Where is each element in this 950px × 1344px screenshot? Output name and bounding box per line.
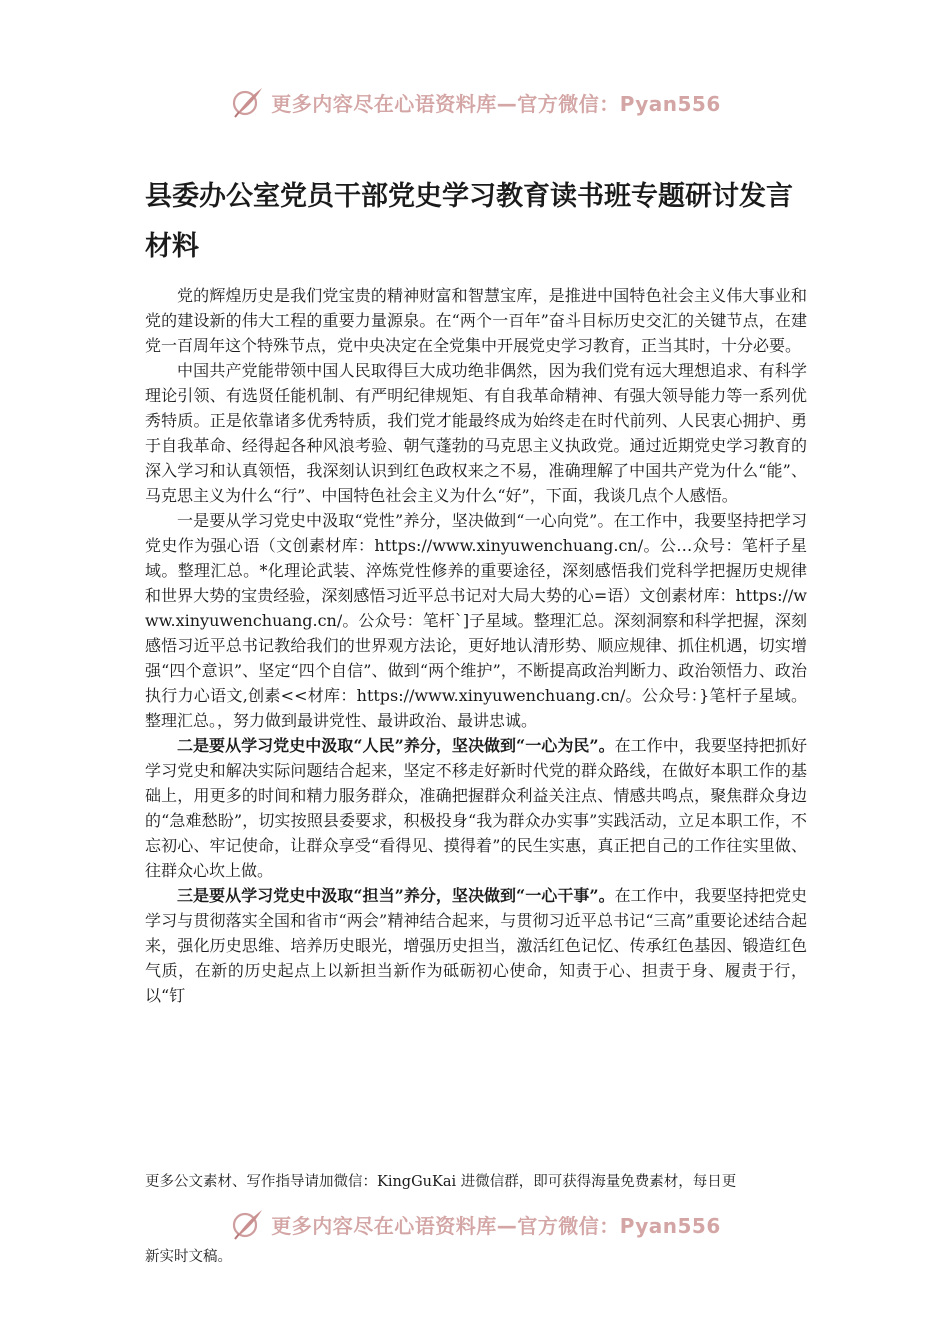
footer-note: 更多公文素材、写作指导请加微信：KingGuKai 进微信群，即可获得海量免费素材，每日更 — [145, 1174, 737, 1190]
paragraph-point-one: 一是要从学习党史中汲取“党性”养分，坚决做到“一心向党”。在工作中，我要坚持把学习党史作为强心语（文创素材库：https://www.xinyuwenchuang.cn/。公…众号：笔杆子星域。整理汇总。*化理论武装、淬炼党性修养的重要途径，深刻感悟我们党科学把握历史规律和世界大势的宝贵经验，深刻感悟习近平总书记对大局大势的心=语）文创素材库：https://www.xinyuwenchuang.cn/。公众号：笔杆`]子星域。整理汇总。深刻洞察和科学把握，深刻感悟习近平总书记教给我们的世界观方法论，更好地认清形势、顺应规律、抓住机遇，切实增强“四个意识”、坚定“四个自信”、做到“两个维护”，不断提高政治判断力、政治领悟力、政治执行力心语文,创素<<材库：https://www.xinyuwenchuang.cn/。公众号：}笔杆子星域。整理汇总。，努力做到最讲党性、最讲政治、最讲忠诚。 — [145, 511, 807, 730]
paragraph-intro: 党的辉煌历史是我们党宝贵的精神财富和智慧宝库，是推进中国特色社会主义伟大事业和党的建设新的伟大工程的重要力量源泉。在“两个一百年”奋斗目标历史交汇的关键节点，在建党一百周年这个特殊节点，党中央决定在全党集中开展党史学习教育，正当其时，十分必要。 — [145, 286, 807, 355]
paragraph-point-two: 二是要从学习党史中汲取“人民”养分，坚决做到“一心为民”。在工作中，我要坚持把抓好学习党史和解决实际问题结合起来，坚定不移走好新时代党的群众路线，在做好本职工作的基础上，用更多的时间和精力服务群众，准确把握群众利益关注点、情感共鸣点，聚焦群众身边的“急难愁盼”，切实按照县委要求，积极投身“我为群众办实事”实践活动，立足本职工作，不忘初心、牢记使命，让群众享受“看得见、摸得着”的民生实惠，真正把自己的工作往实里做、往群众心坎上做。 — [145, 736, 807, 880]
header-banner — [0, 84, 950, 120]
paragraph-background: 中国共产党能带领中国人民取得巨大成功绝非偶然，因为我们党有远大理想追求、有科学理论引领、有选贤任能机制、有严明纪律规矩、有自我革命精神、有强大领导能力等一系列优秀特质。正是依靠诸多优秀特质，我们党才能最终成为始终走在时代前列、人民衷心拥护、勇于自我革命、经得起各种风浪考验、朝气蓬勃的马克思主义执政党。通过近期党史学习教育的深入学习和认真领悟，我深刻认识到红色政权来之不易，准确理解了中国共产党为什么“能”、马克思主义为什么“行”、中国特色社会主义为什么“好”，下面，我谈几点个人感悟。 — [145, 361, 807, 505]
footer-banner — [0, 1206, 950, 1242]
document-body — [145, 283, 807, 1008]
point-three-heading: 三是要从学习党史中汲取“担当”养分，坚决做到“一心干事”。 — [177, 886, 615, 905]
footer-banner-text: 更多内容尽在心语资料库—官方微信：Pyan556 — [271, 1213, 721, 1238]
footer-note-continued: 新实时文稿。 — [145, 1249, 232, 1265]
quill-pen-logo-icon — [229, 1206, 265, 1242]
paragraph-point-three: 三是要从学习党史中汲取“担当”养分，坚决做到“一心干事”。在工作中，我要坚持把党史学习与贯彻落实全国和省市“两会”精神结合起来，与贯彻习近平总书记“三高”重要论述结合起来，强化历史思维、培养历史眼光，增强历史担当，激活红色记忆、传承红色基因、锻造红色气质，在新的历史起点上以新担当新作为砥砺初心使命，知责于心、担责于身、履责于行，以“钉 — [145, 886, 807, 1005]
document-title: 县委办公室党员干部党史学习教育读书班专题研讨发言材料 — [145, 181, 793, 262]
point-two-heading: 二是要从学习党史中汲取“人民”养分，坚决做到“一心为民”。 — [177, 736, 615, 755]
quill-pen-logo-icon — [229, 84, 265, 120]
header-banner-text: 更多内容尽在心语资料库—官方微信：Pyan556 — [271, 91, 721, 116]
